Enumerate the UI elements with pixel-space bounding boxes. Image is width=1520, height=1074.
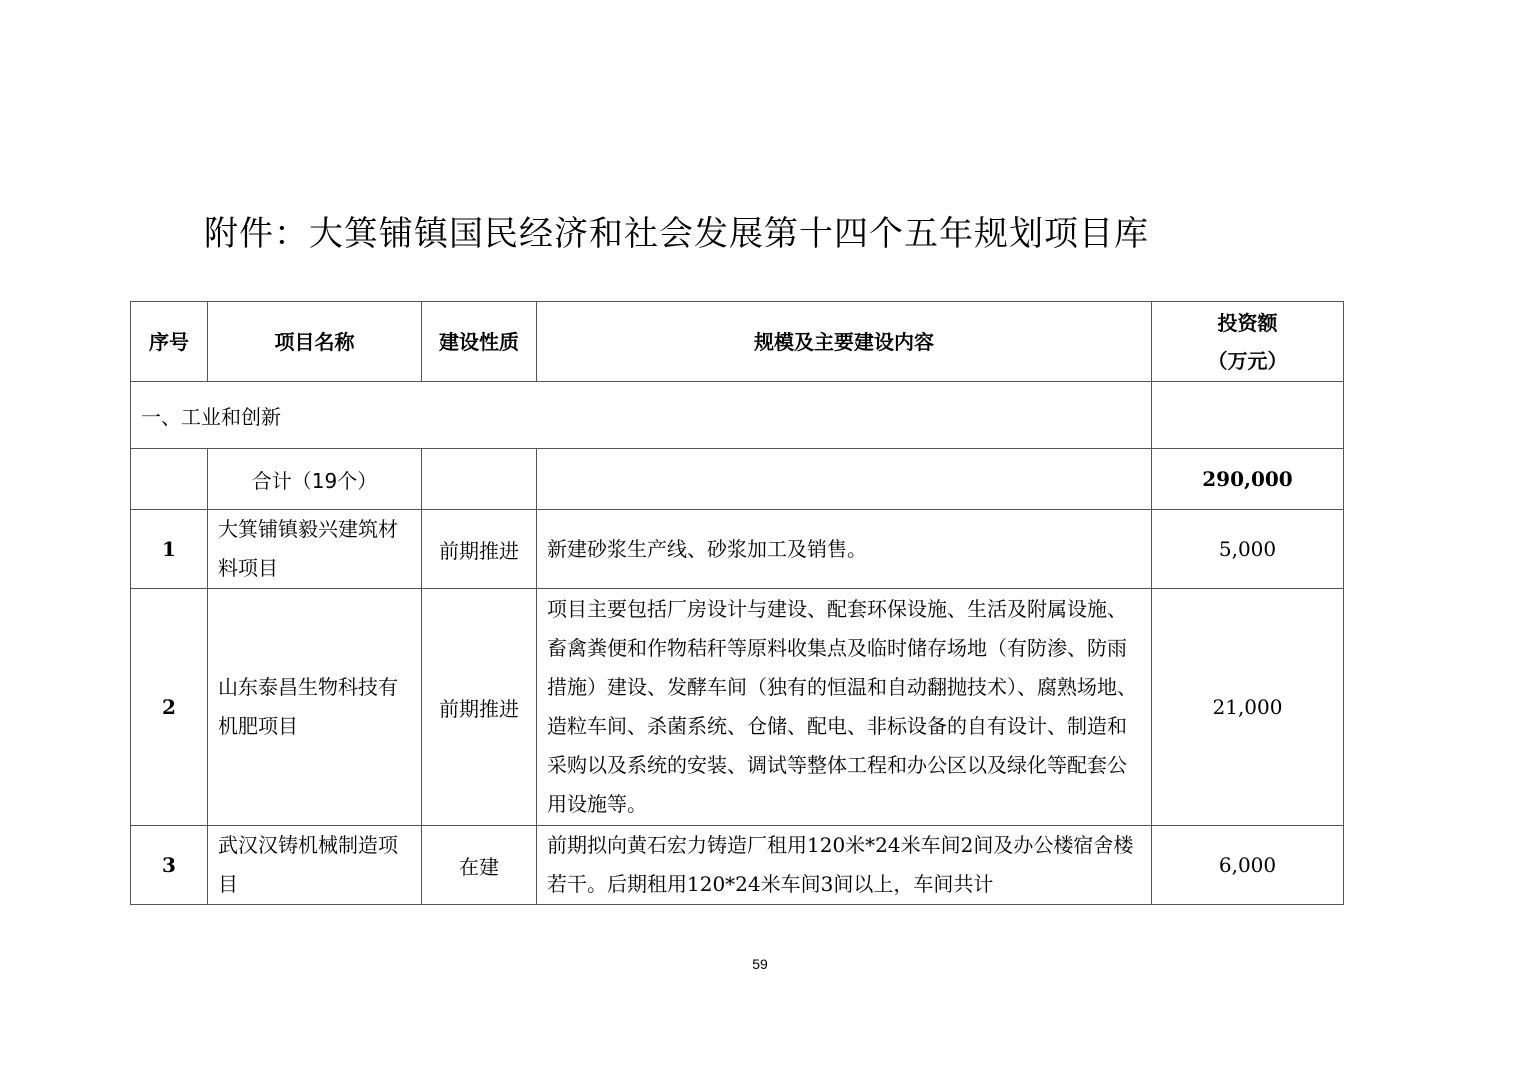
document-title: 附件：大箕铺镇国民经济和社会发展第十四个五年规划项目库 [204, 214, 1149, 254]
row-amount: 5,000 [1152, 510, 1344, 589]
subtotal-label: 合计（19个） [208, 449, 422, 510]
header-row [131, 302, 1344, 382]
row-seq: 1 [131, 510, 208, 589]
section-label: 一、工业和创新 [131, 382, 1152, 449]
table-row [131, 826, 1344, 905]
project-table [130, 301, 1344, 905]
table-row [131, 589, 1344, 826]
header-investment-line1: 投资额 [1217, 310, 1278, 335]
header-investment-line2: （万元） [1207, 348, 1288, 373]
subtotal-seq-empty [131, 449, 208, 510]
header-nature: 建设性质 [422, 302, 537, 382]
subtotal-row [131, 449, 1344, 510]
header-seq: 序号 [131, 302, 208, 382]
section-row [131, 382, 1344, 449]
header-content: 规模及主要建设内容 [537, 302, 1152, 382]
row-name: 武汉汉铸机械制造项目 [208, 826, 422, 905]
row-content: 项目主要包括厂房设计与建设、配套环保设施、生活及附属设施、畜禽粪便和作物秸秆等原料收集点及临时储存场地（有防渗、防雨措施）建设、发酵车间（独有的恒温和自动翻抛技术）、腐熟场地、造粒车间、杀菌系统、仓储、配电、非标设备的自有设计、制造和采购以及系统的安装、调试等整体工程和办公区以及绿化等配套公用设施等。 [537, 589, 1152, 826]
row-nature: 前期推进 [422, 510, 537, 589]
section-amount-empty [1152, 382, 1344, 449]
subtotal-amount: 290,000 [1152, 449, 1344, 510]
header-name: 项目名称 [208, 302, 422, 382]
page-number: 59 [752, 956, 768, 972]
row-amount: 21,000 [1152, 589, 1344, 826]
row-name: 大箕铺镇毅兴建筑材料项目 [208, 510, 422, 589]
row-name: 山东泰昌生物科技有机肥项目 [208, 589, 422, 826]
subtotal-content-empty [537, 449, 1152, 510]
row-nature: 前期推进 [422, 589, 537, 826]
subtotal-nature-empty [422, 449, 537, 510]
row-content: 前期拟向黄石宏力铸造厂租用120米*24米车间2间及办公楼宿舍楼若干。后期租用120*24米车间3间以上，车间共计 [537, 826, 1152, 905]
table-row [131, 510, 1344, 589]
row-amount: 6,000 [1152, 826, 1344, 905]
row-nature: 在建 [422, 826, 537, 905]
row-seq: 2 [131, 589, 208, 826]
row-content: 新建砂浆生产线、砂浆加工及销售。 [537, 510, 1152, 589]
row-seq: 3 [131, 826, 208, 905]
header-investment [1152, 302, 1344, 382]
